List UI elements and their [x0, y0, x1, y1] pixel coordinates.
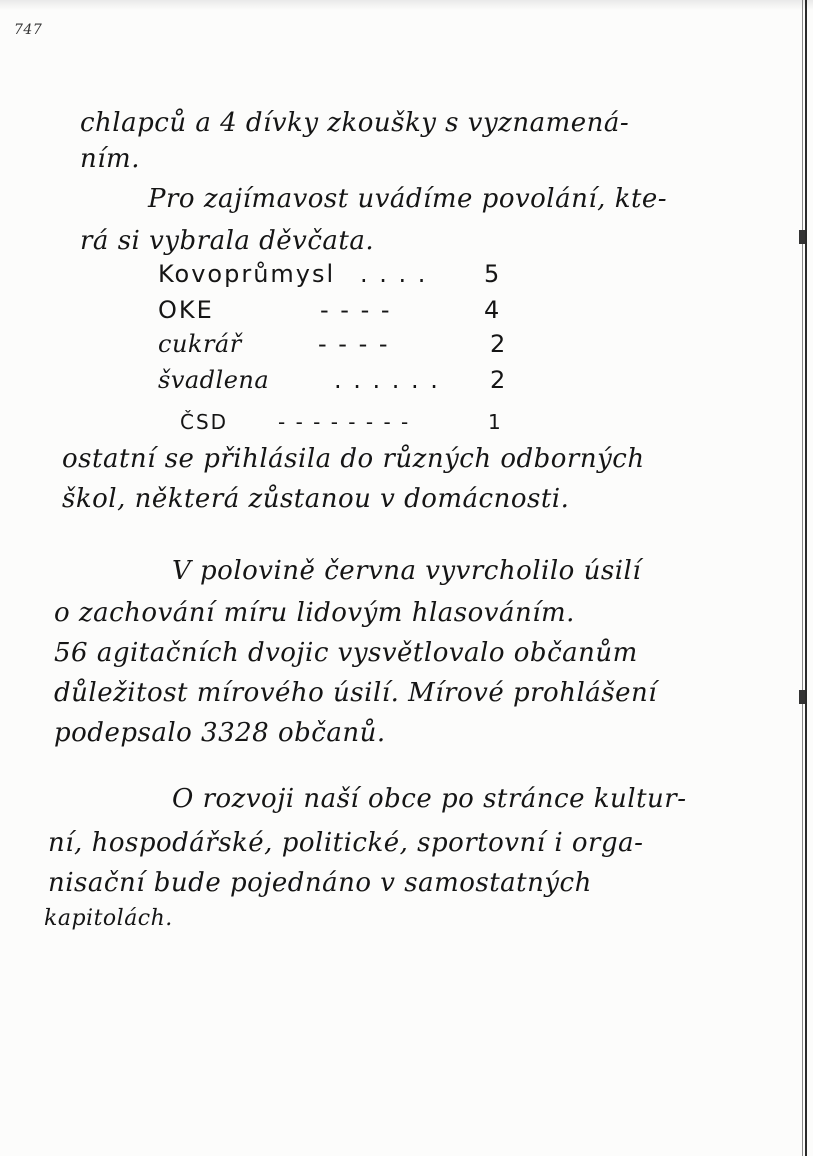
text-line: důležitost mírového úsilí. Mírové prohlášení — [54, 678, 658, 708]
text-line: o zachování míru lidovým hlasováním. — [54, 598, 575, 628]
text-line: podepsalo 3328 občanů. — [54, 718, 386, 748]
occupation-name: Kovoprůmysl — [158, 260, 336, 288]
text-line: V polovině června vyvrcholilo úsilí — [172, 556, 642, 586]
occupation-leader: - - - - - - - - — [278, 410, 411, 434]
text-line: kapitolách. — [44, 906, 173, 931]
binding-mark — [799, 230, 805, 244]
occupation-row — [0, 296, 813, 332]
occupation-leader: . . . . . . — [334, 366, 440, 394]
occupation-leader: - - - - — [320, 296, 392, 324]
occupation-row — [0, 366, 813, 402]
text-line: chlapců a 4 dívky zkoušky s vyznamená- — [80, 108, 630, 138]
binding-edge — [805, 0, 807, 1156]
text-line: Pro zajímavost uvádíme povolání, kte- — [148, 184, 668, 214]
occupation-count: 5 — [484, 260, 502, 288]
text-line: ním. — [80, 144, 140, 174]
occupation-leader: - - - - — [318, 330, 390, 358]
text-line: škol, některá zůstanou v domácnosti. — [62, 484, 570, 514]
text-line: O rozvoji naší obce po stránce kultur- — [172, 784, 687, 814]
page-number: 747 — [14, 22, 43, 38]
occupation-name: cukrář — [158, 330, 242, 358]
occupation-count: 2 — [490, 330, 508, 358]
page-top-edge — [0, 0, 813, 10]
occupation-name: švadlena — [158, 366, 270, 394]
occupation-row — [0, 260, 813, 296]
text-line: ostatní se přihlásila do různých odborných — [62, 444, 645, 474]
binding-mark — [799, 690, 805, 704]
text-line: nisační bude pojednáno v samostatných — [48, 868, 592, 898]
occupation-leader: . . . . — [360, 260, 428, 288]
occupation-name: OKE — [158, 296, 214, 324]
occupation-row — [0, 330, 813, 366]
text-line: ní, hospodářské, politické, sportovní i orga- — [48, 828, 644, 858]
occupation-count: 4 — [484, 296, 502, 324]
occupation-count: 1 — [488, 410, 503, 434]
occupation-row — [0, 410, 813, 446]
occupation-name: ČSD — [180, 410, 229, 434]
binding-edge-inner — [802, 0, 803, 1156]
text-line: rá si vybrala děvčata. — [80, 226, 375, 256]
text-line: 56 agitačních dvojic vysvětlovalo občanům — [54, 638, 638, 668]
occupation-count: 2 — [490, 366, 508, 394]
